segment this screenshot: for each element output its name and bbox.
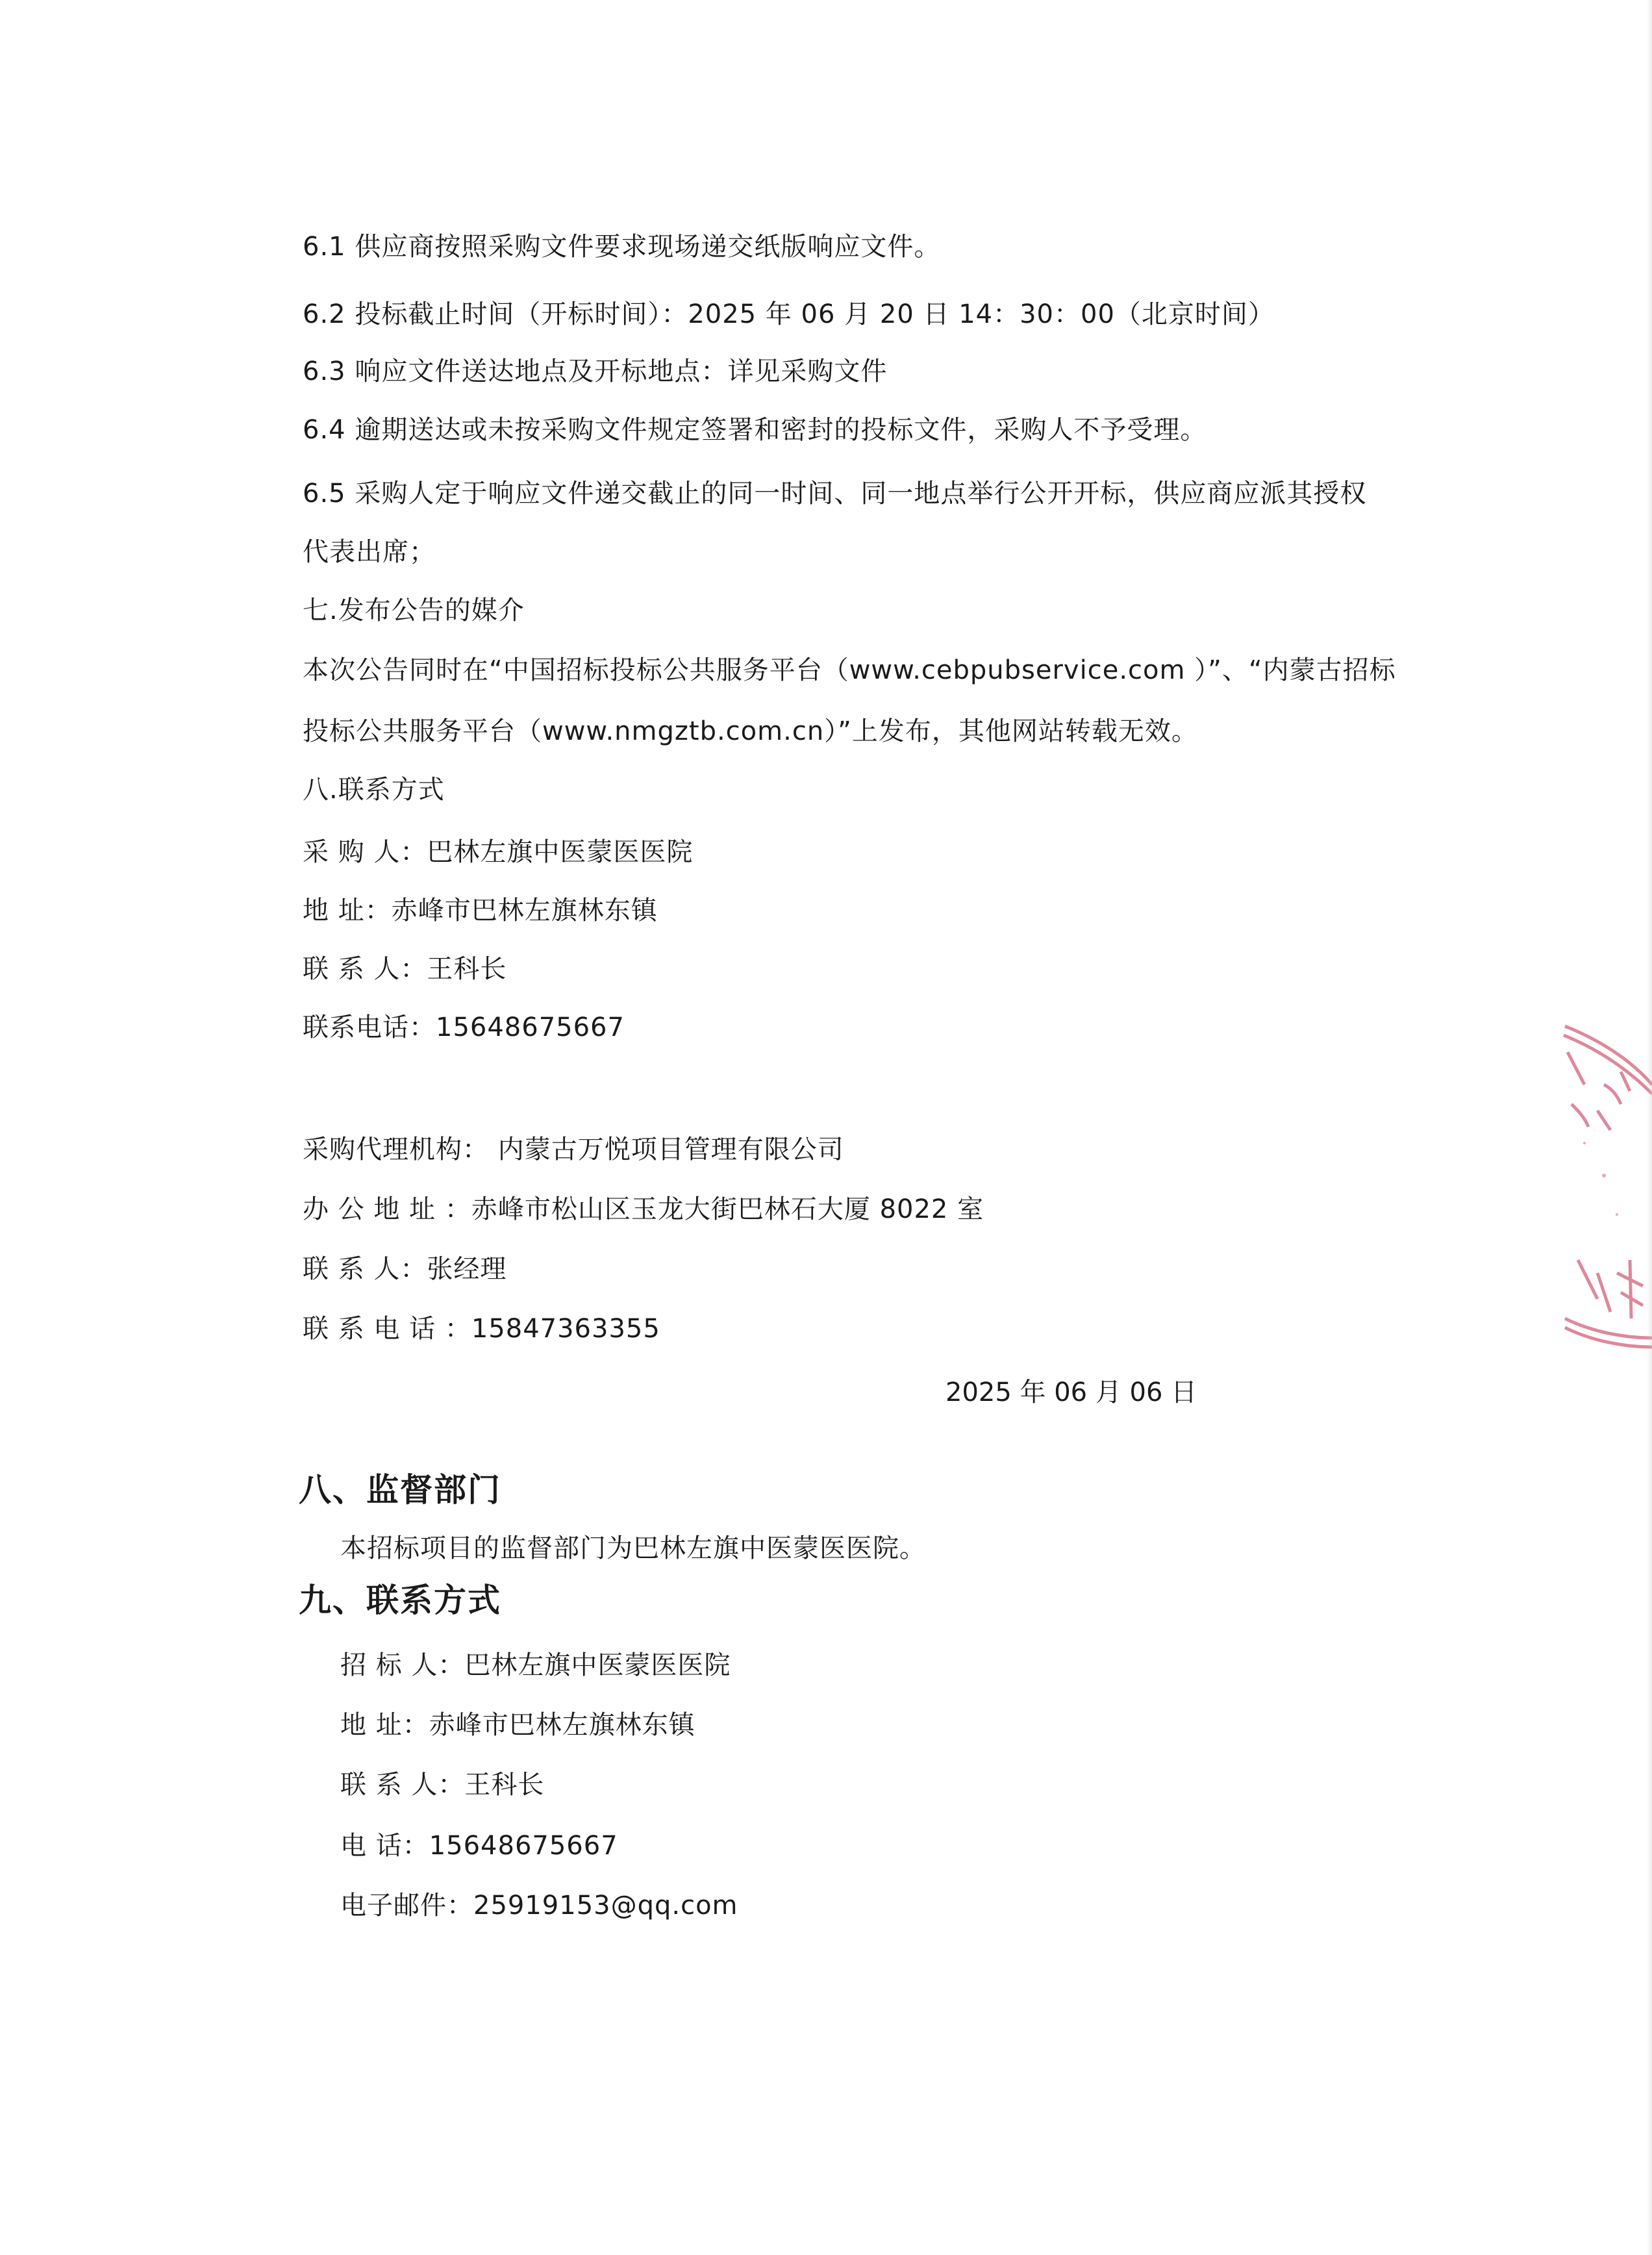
clause-6-2: 6.2 投标截止时间（开标时间）：2025 年 06 月 20 日 14：30：00（北京时间） xyxy=(303,299,1275,329)
section-7-text-1: 本次公告同时在“中国招标投标公共服务平台（www.cebpubservice.com ）”、“内蒙古招标 xyxy=(303,655,1396,685)
clause-6-3: 6.3 响应文件送达地点及开标地点：详见采购文件 xyxy=(303,357,888,386)
purchaser-contact-line: 联 系 人：王科长 xyxy=(303,954,507,984)
bidder-contact-line: 联 系 人：王科长 xyxy=(340,1770,545,1800)
agency-office-line: 办 公 地 址 ：赤峰市松山区玉龙大街巴林石大厦 8022 室 xyxy=(303,1194,984,1224)
agency-phone-line: 联 系 电 话 ：15847363355 xyxy=(303,1314,660,1344)
section-8-contact-title: 八.联系方式 xyxy=(303,775,445,805)
agency-name-line: 采购代理机构： 内蒙古万悦项目管理有限公司 xyxy=(303,1135,844,1165)
clause-6-5-cont: 代表出席； xyxy=(303,537,436,567)
bidder-email-line: 电子邮件：25919153@qq.com xyxy=(340,1891,738,1921)
supervision-heading: 八、监督部门 xyxy=(299,1471,501,1509)
purchaser-phone-line: 联系电话：15648675667 xyxy=(303,1013,625,1042)
clause-6-4: 6.4 逾期送达或未按采购文件规定签署和密封的投标文件，采购人不予受理。 xyxy=(303,415,1207,445)
section-7-text-2: 投标公共服务平台（www.nmgztb.com.cn）”上发布，其他网站转载无效。 xyxy=(303,716,1198,746)
purchaser-line: 采 购 人：巴林左旗中医蒙医医院 xyxy=(303,837,694,867)
announcement-date: 2025 年 06 月 06 日 xyxy=(945,1378,1197,1407)
agency-contact-line: 联 系 人：张经理 xyxy=(303,1254,507,1284)
section-7-title: 七.发布公告的媒介 xyxy=(303,596,525,625)
purchaser-address-line: 地 址：赤峰市巴林左旗林东镇 xyxy=(303,896,658,926)
clause-6-5: 6.5 采购人定于响应文件递交截止的同一时间、同一地点举行公开开标，供应商应派其授权 xyxy=(303,479,1367,509)
scan-edge-shadow xyxy=(1647,0,1652,2255)
bidder-address-line: 地 址：赤峰市巴林左旗林东镇 xyxy=(340,1710,695,1740)
bidder-phone-line: 电 话：15648675667 xyxy=(340,1831,618,1861)
bidder-line: 招 标 人：巴林左旗中医蒙医医院 xyxy=(340,1650,731,1680)
clause-6-1: 6.1 供应商按照采购文件要求现场递交纸版响应文件。 xyxy=(303,232,941,262)
section-9-heading: 九、联系方式 xyxy=(299,1581,501,1619)
supervision-text: 本招标项目的监督部门为巴林左旗中医蒙医医院。 xyxy=(340,1533,926,1563)
official-seal-stamp xyxy=(1558,1013,1652,1351)
